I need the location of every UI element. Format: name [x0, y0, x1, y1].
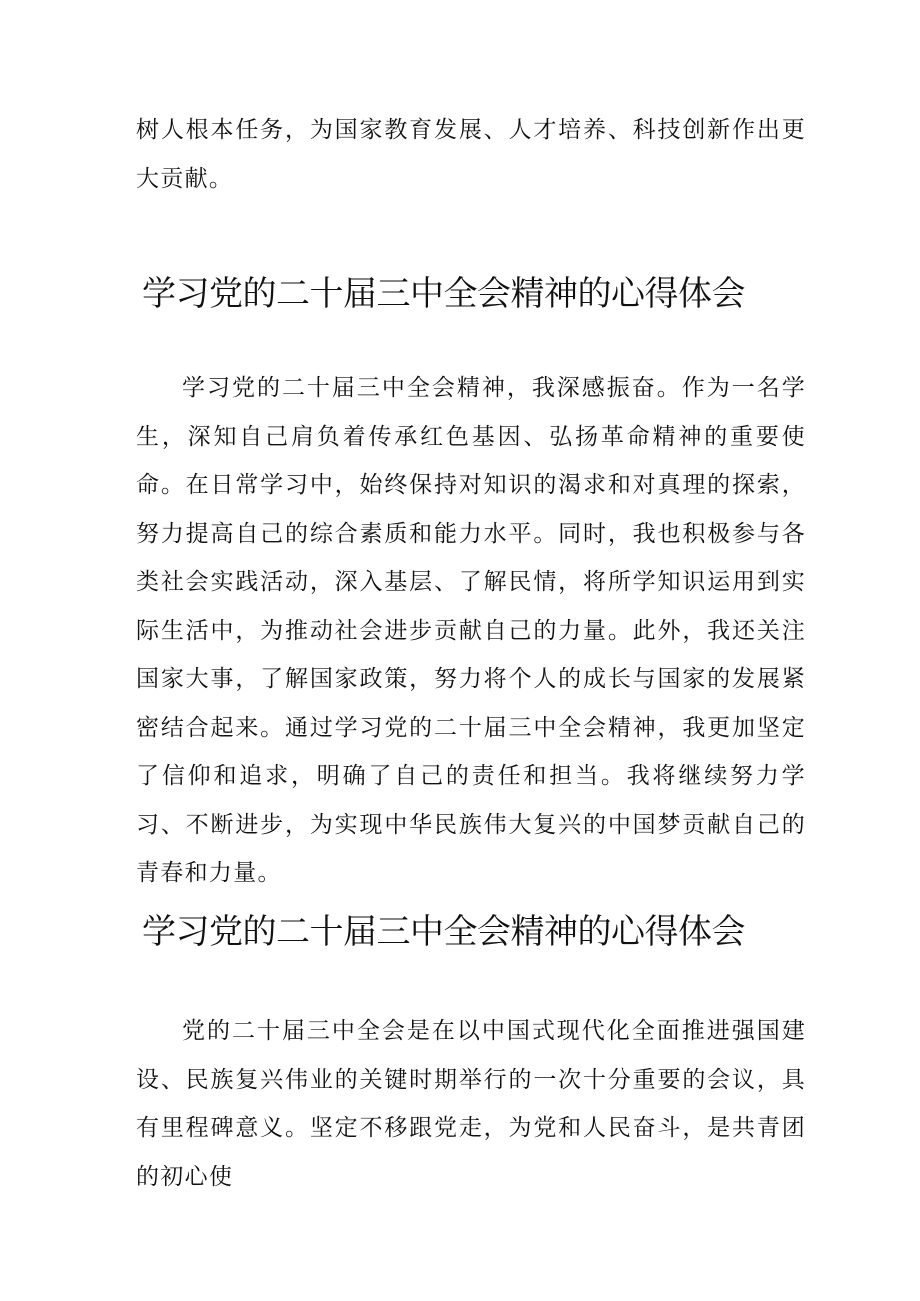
- section-paragraph: 学习党的二十届三中全会精神，我深感振奋。作为一名学生，深知自己肩负着传承红色基因、弘扬革命精神的重要使命。在日常学习中，始终保持对知识的渴求和对真理的探索，努力提高自己的综合素质和能力水平。同时，我也积极参与各类社会实践活动，深入基层、了解民情，将所学知识运用到实际生活中，为推动社会进步贡献自己的力量。此外，我还关注国家大事，了解国家政策，努力将个人的成长与国家的发展紧密结合起来。通过学习党的二十届三中全会精神，我更加坚定了信仰和追求，明确了自己的责任和担当。我将继续努力学习、不断进步，为实现中华民族伟大复兴的中国梦贡献自己的青春和力量。: [136, 375, 806, 886]
- continued-paragraph: 树人根本任务，为国家教育发展、人才培养、科技创新作出更大贡献。: [136, 117, 806, 192]
- section-heading: 学习党的二十届三中全会精神的心得体会: [142, 274, 745, 314]
- section-paragraph: 党的二十届三中全会是在以中国式现代化全面推进强国建设、民族复兴伟业的关键时期举行的一次十分重要的会议，具有里程碑意义。坚定不移跟党走，为党和人民奋斗，是共青团的初心使: [136, 1018, 806, 1190]
- section-heading: 学习党的二十届三中全会精神的心得体会: [142, 912, 745, 952]
